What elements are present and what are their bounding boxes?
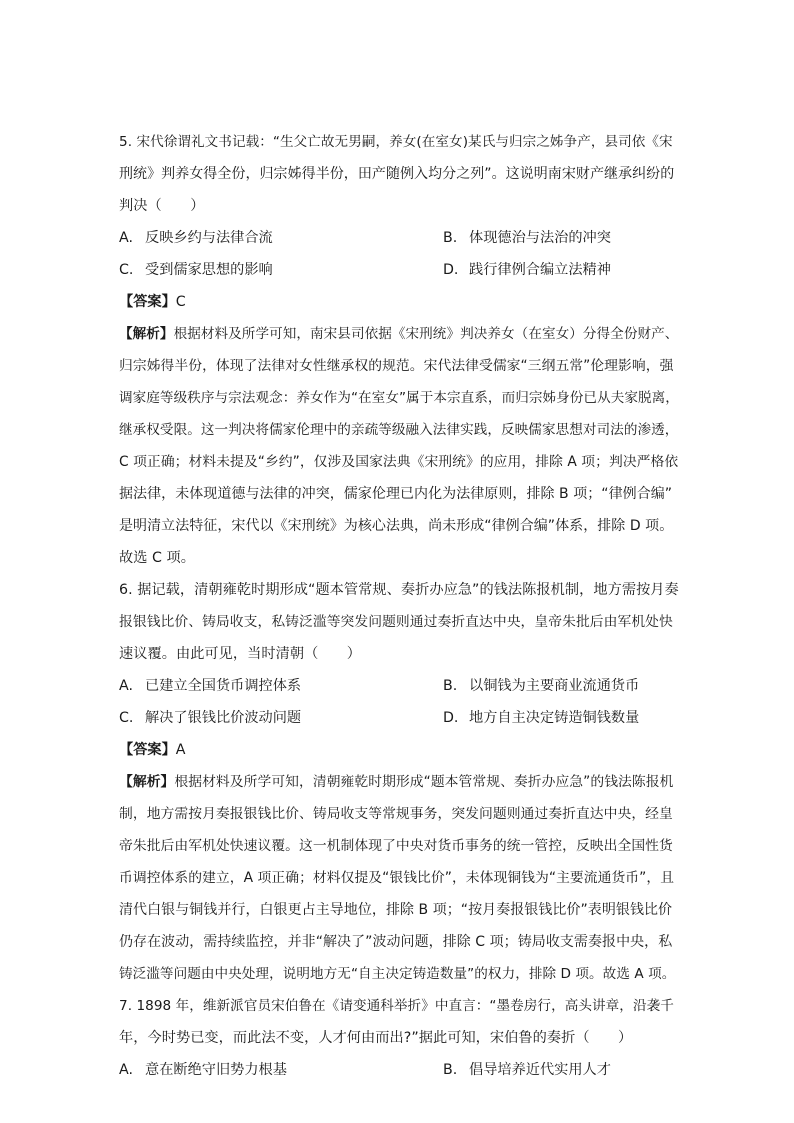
q6-answer-value: A xyxy=(175,742,186,758)
q6-analysis-line-6: 仍存在波动，需持续监控，并非“解决了”波动问题，排除 C 项；铸局收支需奏报中央，私 xyxy=(119,934,673,950)
q6-answer-tag: 【答案】 xyxy=(119,742,176,758)
q5-answer-tag: 【答案】 xyxy=(119,294,176,310)
q6-analysis-tag: 【解析】 xyxy=(119,774,175,790)
q6-analysis-line-1 xyxy=(119,772,679,792)
q7-stem-line-1: 7. 1898 年，维新派官员宋伯鲁在《请变通科举折》中直言：“墨卷房行，高头讲章，沿袭千 xyxy=(119,998,674,1014)
q7-option-b-text: 倡导培养近代实用人才 xyxy=(469,1062,611,1078)
q5-stem-line-2: 刑统》判养女得全份，归宗姊得半份，田产随例入均分之列”。这说明南宋财产继承纠纷的 xyxy=(119,166,675,182)
q5-option-d-key: D. xyxy=(443,262,459,278)
q5-answer xyxy=(119,292,186,312)
q6-analysis-line-5: 清代白银与铜钱并行，白银更占主导地位，排除 B 项；“按月奏报银钱比价”表明银钱比价 xyxy=(119,902,673,918)
q5-analysis-line-8: 故选 C 项。 xyxy=(119,550,196,566)
q5-option-a-key: A. xyxy=(119,230,133,246)
q6-option-c-key: C. xyxy=(119,710,134,726)
q5-option-d xyxy=(443,260,611,280)
q5-stem-line-3: 判决（ ） xyxy=(119,198,205,214)
q7-stem-line-2: 年，今时势已变，而此法不变，人才何由而出?”据此可知，宋伯鲁的奏折（ ） xyxy=(119,1030,633,1046)
q5-analysis-line-1 xyxy=(119,324,679,344)
q6-analysis-line-2: 制，地方需按月奏报银钱比价、铸局收支等常规事务，突发问题则通过奏折直达中央，经皇 xyxy=(119,806,673,822)
q5-analysis-tag: 【解析】 xyxy=(119,326,174,342)
q6-option-a-text: 已建立全国货币调控体系 xyxy=(145,678,302,694)
q5-analysis-line-3: 调家庭等级秩序与宗法观念：养女作为“在室女”属于本宗直系，而归宗姊身份已从夫家脱离， xyxy=(119,390,679,406)
q5-analysis-line-2: 归宗姊得半份，体现了法律对女性继承权的规范。宋代法律受儒家“三纲五常”伦理影响，强 xyxy=(119,358,674,374)
q6-stem-line-3: 速议覆。由此可见，当时清朝（ ） xyxy=(119,646,362,662)
q5-option-b-text: 体现德治与法治的冲突 xyxy=(469,230,611,246)
q5-stem-line-1: 5. 宋代徐谓礼文书记载：“生父亡故无男嗣，养女(在室女)某氏与归宗之姊争产，县司依《宋 xyxy=(119,134,673,150)
q5-option-c-key: C. xyxy=(119,262,134,278)
q6-option-b-key: B. xyxy=(443,678,458,694)
q7-option-a xyxy=(119,1060,287,1080)
q6-stem-line-1: 6. 据记载，清朝雍乾时期形成“题本管常规、奏折办应急”的钱法陈报机制，地方需按月奏 xyxy=(119,582,679,598)
q5-analysis-line-6: 据法律，未体现道德与法律的冲突，儒家伦理已内化为法律原则，排除 B 项；“律例合编” xyxy=(119,486,673,502)
q5-option-c-text: 受到儒家思想的影响 xyxy=(145,262,273,278)
q5-option-a-text: 反映乡约与法律合流 xyxy=(145,230,273,246)
q6-option-c-text: 解决了银钱比价波动问题 xyxy=(145,710,302,726)
q5-analysis-line-4: 继承权受限。这一判决将儒家伦理中的亲疏等级融入法律实践，反映儒家思想对司法的渗透， xyxy=(119,422,679,438)
q6-option-c xyxy=(119,708,301,728)
q6-option-a-key: A. xyxy=(119,678,133,694)
q7-option-a-key: A. xyxy=(119,1062,133,1078)
q5-option-b xyxy=(443,228,611,248)
q7-option-a-text: 意在断绝守旧势力根基 xyxy=(145,1062,287,1078)
q6-option-b-text: 以铜钱为主要商业流通货币 xyxy=(469,678,640,694)
q6-option-d-text: 地方自主决定铸造铜钱数量 xyxy=(469,710,640,726)
q5-option-a xyxy=(119,228,273,248)
q6-answer xyxy=(119,740,185,760)
q7-option-b xyxy=(443,1060,611,1080)
q7-option-b-key: B. xyxy=(443,1062,458,1078)
q6-option-d-key: D. xyxy=(443,710,459,726)
q6-option-a xyxy=(119,676,301,696)
q6-analysis-line-3: 帝朱批后由军机处快速议覆。这一机制体现了中央对货币事务的统一管控，反映出全国性货 xyxy=(119,838,673,854)
q6-option-d xyxy=(443,708,639,728)
q5-answer-value: C xyxy=(175,294,186,310)
q6-analysis-line-7: 铸泛滥等问题由中央处理，说明地方无“自主决定铸造数量”的权力，排除 D 项。故选 A 项。 xyxy=(119,966,676,982)
q5-option-b-key: B. xyxy=(443,230,458,246)
q6-analysis-line-4: 币调控体系的建立，A 项正确；材料仅提及“银钱比价”，未体现铜钱为“主要流通货币”，且 xyxy=(119,870,675,886)
q5-analysis-line-5: C 项正确；材料未提及“乡约”，仅涉及国家法典《宋刑统》的应用，排除 A 项；判决严格依 xyxy=(119,454,679,470)
q5-analysis-line-7: 是明清立法特征，宋代以《宋刑统》为核心法典，尚未形成“律例合编”体系，排除 D 项。 xyxy=(119,518,674,534)
q6-option-b xyxy=(443,676,639,696)
q5-analysis-text-1: 根据材料及所学可知，南宋县司依据《宋刑统》判决养女（在室女）分得全份财产、 xyxy=(173,326,679,342)
q5-option-d-text: 践行律例合编立法精神 xyxy=(469,262,611,278)
q5-option-c xyxy=(119,260,273,280)
q6-analysis-text-1: 根据材料及所学可知，清朝雍乾时期形成“题本管常规、奏折办应急”的钱法陈报机 xyxy=(174,774,674,790)
q6-stem-line-2: 报银钱比价、铸局收支，私铸泛滥等突发问题则通过奏折直达中央，皇帝朱批后由军机处快 xyxy=(119,614,673,630)
